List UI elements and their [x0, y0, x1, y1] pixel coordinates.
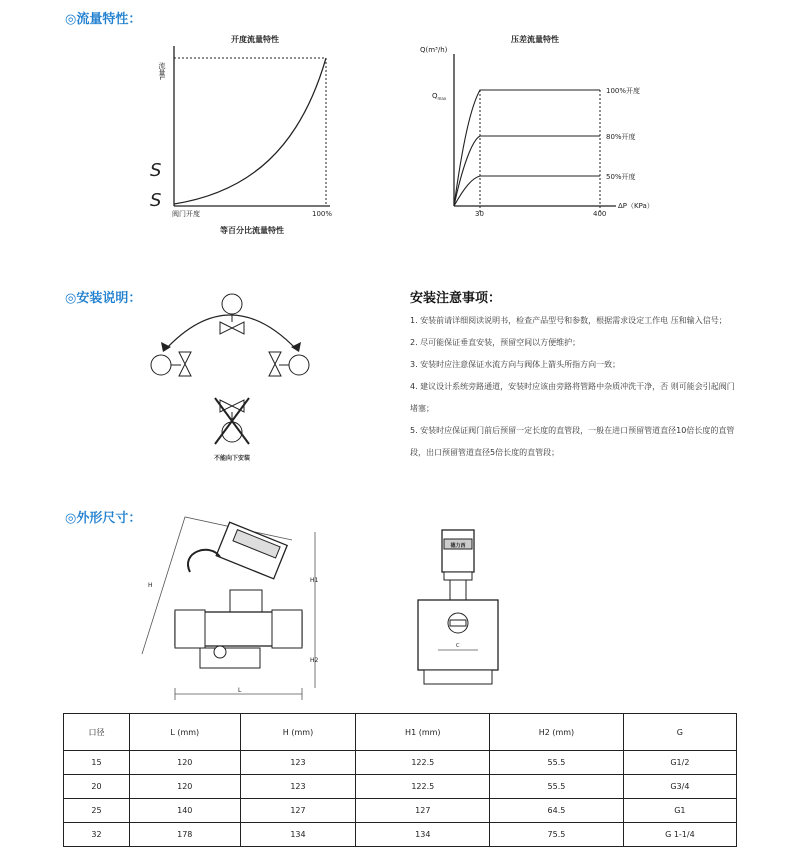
- valve-front-body: [418, 600, 498, 670]
- cable-icon: [188, 550, 220, 572]
- table-cell: 25: [64, 799, 130, 823]
- right-chart-title: 压差流量特性: [511, 35, 559, 44]
- actuator-front: [442, 530, 474, 572]
- table-cell: 140: [129, 799, 240, 823]
- table-cell: G1/2: [623, 751, 736, 775]
- dim-c-label: C: [456, 643, 460, 649]
- notes-list: [410, 310, 740, 464]
- table-cell: 32: [64, 823, 130, 847]
- install-orientation-diagram: [145, 290, 320, 470]
- curve-100-label: 100%开度: [606, 87, 641, 95]
- side-view-drawing: [130, 512, 330, 702]
- curve-80: [454, 136, 600, 206]
- notes-title: 安装注意事项：: [410, 291, 502, 306]
- table-cell: 55.5: [490, 775, 624, 799]
- qmax-label: $Q_{max}$: [432, 92, 447, 101]
- flow-opening-chart: [140, 28, 360, 243]
- forbid-label: 不能向下安装: [213, 455, 251, 462]
- section-title-dimensions: ◎外形尺寸：: [65, 511, 142, 526]
- curve-50: [454, 176, 600, 206]
- table-row: [64, 751, 737, 775]
- curve-50-label: 50%开度: [606, 173, 636, 181]
- table-cell: 134: [356, 823, 490, 847]
- dim-h2-label: H2: [310, 657, 319, 664]
- col-header: H (mm): [240, 714, 356, 751]
- table-cell: G3/4: [623, 775, 736, 799]
- left-chart-title: 开度流量特性: [231, 35, 279, 44]
- table-cell: 55.5: [490, 751, 624, 775]
- col-header: 口径: [64, 714, 130, 751]
- table-cell: 123: [240, 751, 356, 775]
- table-cell: 122.5: [356, 775, 490, 799]
- table-cell: 127: [240, 799, 356, 823]
- dimension-table: [63, 713, 737, 847]
- table-cell: G1: [623, 799, 736, 823]
- table-cell: 127: [356, 799, 490, 823]
- s-mark-1: S: [150, 160, 162, 181]
- x-tick-30: 30: [475, 210, 484, 218]
- table-cell: G 1-1/4: [623, 823, 736, 847]
- table-row: [64, 799, 737, 823]
- table-cell: 120: [129, 751, 240, 775]
- note-item-4: 4. 建议设计系统旁路通道，安装时应该由旁路将管路中杂质冲洗干净，否 则可能会引起阀门堵塞；: [410, 382, 735, 413]
- actuator-body: [216, 522, 287, 579]
- table-header-row: [64, 714, 737, 751]
- col-header: H2 (mm): [490, 714, 624, 751]
- table-cell: 64.5: [490, 799, 624, 823]
- col-header: G: [623, 714, 736, 751]
- actuator-top: [222, 294, 242, 314]
- col-header: H1 (mm): [356, 714, 490, 751]
- table-cell: 120: [129, 775, 240, 799]
- brand-label: 德力西: [450, 543, 466, 549]
- valve-right-icon: [269, 352, 281, 376]
- note-item-5: 5. 安装时应保证阀门前后预留一定长度的直管段，一般在进口预留管道直径10倍长度的直管段，出口预留管道直径5倍长度的直管段；: [410, 426, 735, 457]
- right-y-label: Q(m³/h): [420, 46, 448, 54]
- s-mark-2: S: [150, 190, 162, 211]
- curve-100: [454, 90, 600, 206]
- left-x-end-label: 100%: [312, 210, 333, 218]
- equal-percentage-curve: [174, 58, 326, 204]
- left-x-start-label: 阀门开度: [172, 210, 200, 218]
- left-y-label: 流量L: [158, 62, 166, 80]
- note-item-1: 1. 安装前请详细阅读说明书，检查产品型号和参数，根据需求设定工作电 压和输入信号；: [410, 316, 727, 325]
- arc-arrow-left: [161, 342, 171, 352]
- col-header: L (mm): [129, 714, 240, 751]
- x-axis-label: ΔP（KPa）: [618, 202, 654, 210]
- table-row: [64, 775, 737, 799]
- dim-h-label: H: [148, 582, 153, 589]
- table-cell: 134: [240, 823, 356, 847]
- table-cell: 122.5: [356, 751, 490, 775]
- table-cell: 178: [129, 823, 240, 847]
- dim-l-label: L: [238, 687, 242, 694]
- table-cell: 75.5: [490, 823, 624, 847]
- table-cell: 20: [64, 775, 130, 799]
- section-title-install: ◎安装说明：: [65, 291, 142, 306]
- table-cell: 123: [240, 775, 356, 799]
- arc-arrow-right: [291, 342, 301, 352]
- dim-h1-label: H1: [310, 577, 319, 584]
- valve-top-icon: [220, 322, 244, 334]
- valve-left-icon: [179, 352, 191, 376]
- actuator-right: [289, 355, 309, 375]
- pressure-flow-chart: [420, 28, 680, 228]
- front-view-drawing: [410, 525, 505, 695]
- x-tick-400: 400: [593, 210, 607, 218]
- left-chart-caption: 等百分比流量特性: [220, 226, 284, 235]
- note-item-3: 3. 安装时应注意保证水流方向与阀体上箭头所指方向一致；: [410, 360, 621, 369]
- orientation-arc: [165, 315, 297, 350]
- table-row: [64, 823, 737, 847]
- section-title-flow: ◎流量特性：: [65, 12, 142, 27]
- actuator-left: [151, 355, 171, 375]
- curve-80-label: 80%开度: [606, 133, 636, 141]
- note-item-2: 2. 尽可能保证垂直安装，预留空间以方便维护；: [410, 338, 581, 347]
- table-cell: 15: [64, 751, 130, 775]
